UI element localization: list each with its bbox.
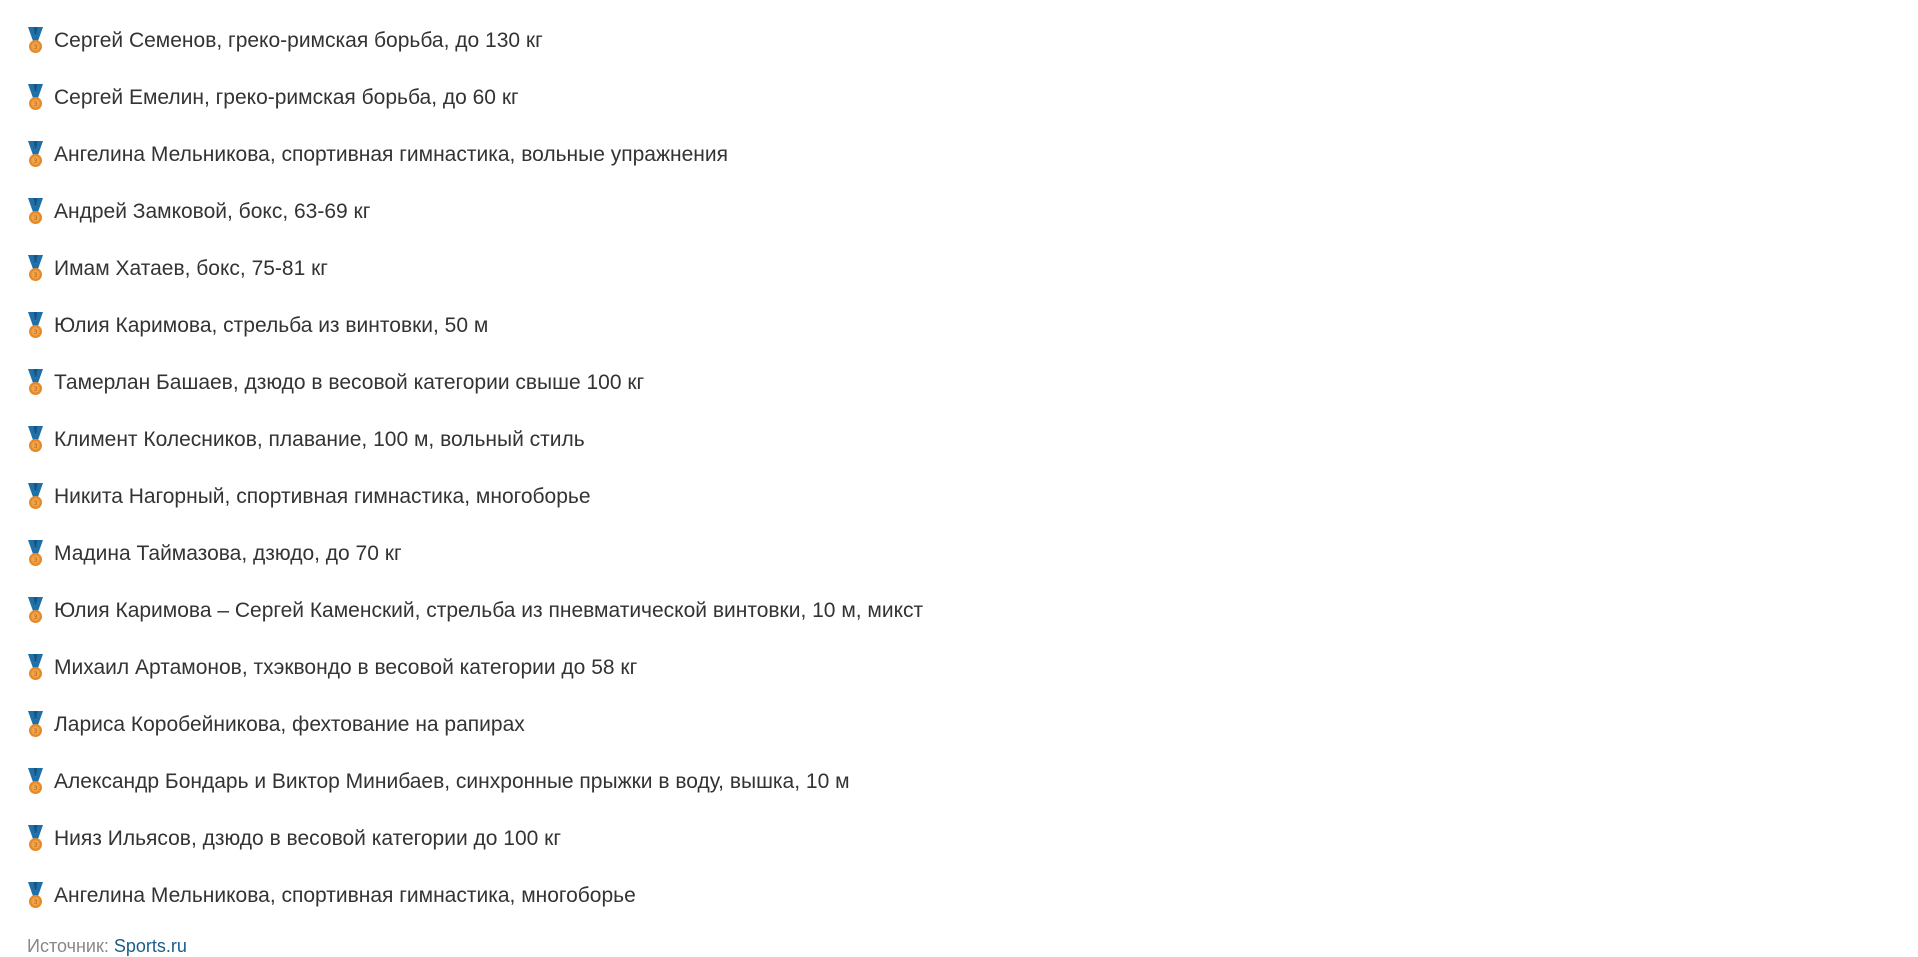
bronze-medal-icon [27, 369, 44, 396]
list-item-text: Имам Хатаев, бокс, 75-81 кг [54, 257, 328, 280]
list-item-text: Ангелина Мельникова, спортивная гимнастика, многоборье [54, 884, 636, 907]
svg-text:3: 3 [33, 614, 38, 621]
svg-text:3: 3 [33, 785, 38, 792]
list-item [27, 240, 1918, 297]
list-item [27, 354, 1918, 411]
list-item-text: Андрей Замковой, бокс, 63-69 кг [54, 200, 371, 223]
list-item-text: Ангелина Мельникова, спортивная гимнастика, вольные упражнения [54, 143, 728, 166]
bronze-medal-icon [27, 540, 44, 567]
svg-text:3: 3 [33, 272, 38, 279]
list-item-text: Юлия Каримова, стрельба из винтовки, 50 м [54, 314, 489, 337]
list-item [27, 639, 1918, 696]
bronze-medal-icon [27, 84, 44, 111]
svg-text:3: 3 [33, 329, 38, 336]
bronze-medal-icon [27, 27, 44, 54]
svg-text:3: 3 [33, 215, 38, 222]
bronze-medal-icon [27, 825, 44, 852]
bronze-medal-icon [27, 768, 44, 795]
list-item [27, 582, 1918, 639]
svg-text:3: 3 [33, 842, 38, 849]
list-item [27, 468, 1918, 525]
svg-text:3: 3 [33, 500, 38, 507]
medal-list [27, 12, 1918, 924]
bronze-medal-icon [27, 597, 44, 624]
list-item [27, 69, 1918, 126]
svg-text:3: 3 [33, 899, 38, 906]
svg-text:3: 3 [33, 728, 38, 735]
svg-text:3: 3 [33, 158, 38, 165]
list-item [27, 525, 1918, 582]
list-item [27, 753, 1918, 810]
list-item [27, 297, 1918, 354]
list-item [27, 126, 1918, 183]
list-item-text: Александр Бондарь и Виктор Минибаев, синхронные прыжки в воду, вышка, 10 м [54, 770, 850, 793]
list-item-text: Юлия Каримова – Сергей Каменский, стрельба из пневматической винтовки, 10 м, микст [54, 599, 924, 622]
list-item [27, 12, 1918, 69]
bronze-medal-icon [27, 312, 44, 339]
list-item [27, 696, 1918, 753]
list-item [27, 867, 1918, 924]
list-item-text: Михаил Артамонов, тхэквондо в весовой категории до 58 кг [54, 656, 638, 679]
svg-text:3: 3 [33, 101, 38, 108]
bronze-medal-icon [27, 141, 44, 168]
list-item-text: Нияз Ильясов, дзюдо в весовой категории до 100 кг [54, 827, 562, 850]
list-item-text: Сергей Емелин, греко-римская борьба, до 60 кг [54, 86, 519, 109]
list-item-text: Мадина Таймазова, дзюдо, до 70 кг [54, 542, 402, 565]
bronze-medal-icon [27, 426, 44, 453]
source-label: Источник: [27, 936, 109, 956]
list-item-text: Никита Нагорный, спортивная гимнастика, многоборье [54, 485, 591, 508]
list-item [27, 810, 1918, 867]
list-item-text: Климент Колесников, плавание, 100 м, вольный стиль [54, 428, 585, 451]
list-item-text: Лариса Коробейникова, фехтование на рапирах [54, 713, 525, 736]
bronze-medal-icon [27, 483, 44, 510]
bronze-medal-icon [27, 711, 44, 738]
bronze-medal-icon [27, 255, 44, 282]
svg-text:3: 3 [33, 44, 38, 51]
svg-text:3: 3 [33, 443, 38, 450]
bronze-medal-icon [27, 198, 44, 225]
list-item-text: Сергей Семенов, греко-римская борьба, до 130 кг [54, 29, 543, 52]
svg-text:3: 3 [33, 557, 38, 564]
source-link[interactable]: Sports.ru [113, 936, 187, 956]
bronze-medal-icon [27, 654, 44, 681]
list-item [27, 411, 1918, 468]
list-item-text: Тамерлан Башаев, дзюдо в весовой категории свыше 100 кг [54, 371, 645, 394]
svg-text:3: 3 [33, 671, 38, 678]
list-item [27, 183, 1918, 240]
svg-text:3: 3 [33, 386, 38, 393]
bronze-medal-icon [27, 882, 44, 909]
